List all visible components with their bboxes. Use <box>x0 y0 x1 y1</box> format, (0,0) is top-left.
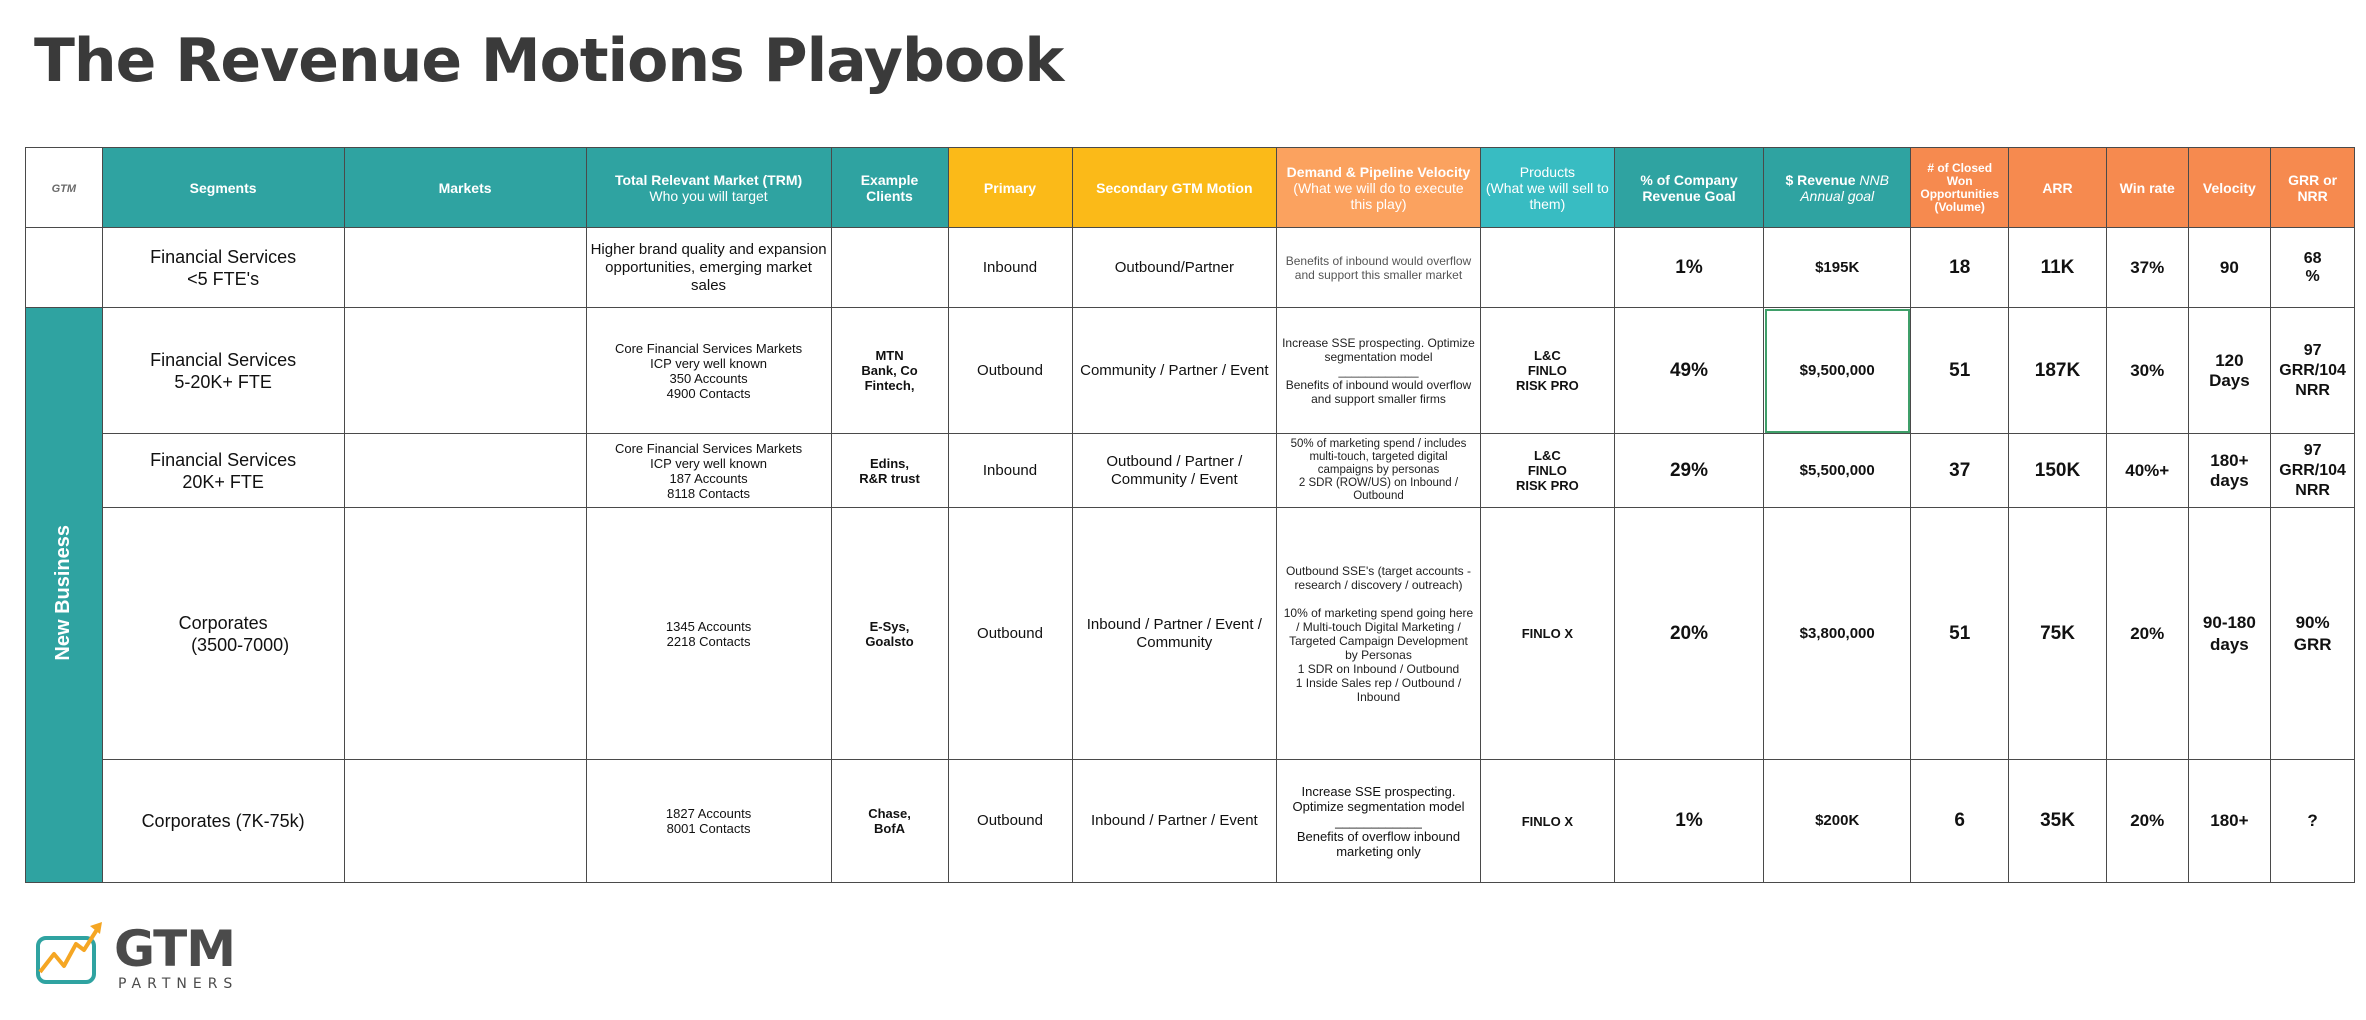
primary-cell: Inbound <box>948 434 1072 508</box>
trm-cell: 1827 Accounts 8001 Contacts <box>586 760 831 883</box>
revenue-cell: $195K <box>1764 228 1911 308</box>
markets-cell <box>344 308 586 434</box>
clients-cell <box>831 228 948 308</box>
header-primary: Primary <box>948 148 1072 228</box>
header-trm <box>586 148 831 228</box>
closed-won-cell: 37 <box>1911 434 2009 508</box>
header-demand <box>1277 148 1481 228</box>
win-rate-cell: 40%+ <box>2106 434 2188 508</box>
table-row <box>26 308 2355 434</box>
segment-cell <box>102 508 344 760</box>
trm-cell: Higher brand quality and expansion opportunities, emerging market sales <box>586 228 831 308</box>
markets-cell <box>344 228 586 308</box>
pct-goal-cell: 1% <box>1614 760 1763 883</box>
arr-cell: 35K <box>2009 760 2107 883</box>
products-cell: L&C FINLO RISK PRO <box>1480 308 1614 434</box>
header-secondary: Secondary GTM Motion <box>1072 148 1277 228</box>
demand-cell: Increase SSE prospecting. Optimize segmentation model ____________ Benefits of inbound would overflow and support smaller firms <box>1277 308 1481 434</box>
demand-cell: Outbound SSE's (target accounts - research / discovery / outreach) 10% of marketing spend going here / Multi-touch Digital Marketing / Targeted Campaign Development by Personas 1 SDR on Inbound / Outbound 1 Inside Sales rep / Outbound / Inbound <box>1277 508 1481 760</box>
revenue-cell: $200K <box>1764 760 1911 883</box>
trm-cell: 1345 Accounts 2218 Contacts <box>586 508 831 760</box>
revenue-cell: $3,800,000 <box>1764 508 1911 760</box>
markets-cell <box>344 508 586 760</box>
clients-cell: MTN Bank, Co Fintech, <box>831 308 948 434</box>
table-row <box>26 760 2355 883</box>
win-rate-cell: 30% <box>2106 308 2188 434</box>
velocity-cell: 120 Days <box>2188 308 2271 434</box>
grr-cell: 68 % <box>2271 228 2355 308</box>
products-cell: FINLO X <box>1480 508 1614 760</box>
brand-subtitle: PARTNERS <box>118 976 239 992</box>
pct-goal-cell: 29% <box>1614 434 1763 508</box>
corner-blank-cell <box>26 228 103 308</box>
primary-cell: Outbound <box>948 508 1072 760</box>
grr-cell: ? <box>2271 760 2355 883</box>
segment-cell: Financial Services 20K+ FTE <box>102 434 344 508</box>
demand-cell: Benefits of inbound would overflow and support this smaller market <box>1277 228 1481 308</box>
header-closed-won: # of Closed Won Opportunities (Volume) <box>1911 148 2009 228</box>
closed-won-cell: 51 <box>1911 308 2009 434</box>
arr-cell: 187K <box>2009 308 2107 434</box>
primary-cell: Inbound <box>948 228 1072 308</box>
segment-cell: Financial Services <5 FTE's <box>102 228 344 308</box>
header-grr: GRR or NRR <box>2271 148 2355 228</box>
clients-cell: Chase, BofA <box>831 760 948 883</box>
header-trm-title: Total Relevant Market (TRM) <box>614 171 803 188</box>
arr-cell: 11K <box>2009 228 2107 308</box>
primary-cell: Outbound <box>948 760 1072 883</box>
pct-goal-cell: 49% <box>1614 308 1763 434</box>
pct-goal-cell: 1% <box>1614 228 1763 308</box>
velocity-cell: 90-180 days <box>2188 508 2271 760</box>
products-cell: FINLO X <box>1480 760 1614 883</box>
closed-won-cell: 18 <box>1911 228 2009 308</box>
header-demand-title: Demand & Pipeline Velocity <box>1286 163 1471 180</box>
corner-logo-cell <box>26 148 103 228</box>
products-cell <box>1480 228 1614 308</box>
page-title: The Revenue Motions Playbook <box>34 26 1064 96</box>
header-products-sub: (What we will sell to them) <box>1485 179 1609 212</box>
closed-won-cell: 51 <box>1911 508 2009 760</box>
revenue-cell: $5,500,000 <box>1764 434 1911 508</box>
win-rate-cell: 37% <box>2106 228 2188 308</box>
secondary-cell: Outbound / Partner / Community / Event <box>1072 434 1277 508</box>
markets-cell <box>344 434 586 508</box>
markets-cell <box>344 760 586 883</box>
secondary-cell: Inbound / Partner / Event <box>1072 760 1277 883</box>
header-demand-sub: (What we will do to execute this play) <box>1293 179 1464 212</box>
mini-logo: GTM <box>51 182 77 195</box>
growth-chart-icon <box>36 920 108 990</box>
header-trm-sub: Who you will target <box>649 187 768 204</box>
clients-cell: Edins, R&R trust <box>831 434 948 508</box>
header-pct-goal: % of Company Revenue Goal <box>1614 148 1763 228</box>
header-revenue-nnb: NNB <box>1859 171 1889 188</box>
table-row <box>26 228 2355 308</box>
secondary-cell: Community / Partner / Event <box>1072 308 1277 434</box>
brand-logo <box>36 918 256 990</box>
header-velocity: Velocity <box>2188 148 2271 228</box>
grr-cell: 90% GRR <box>2271 508 2355 760</box>
group-label: New Business <box>52 524 75 661</box>
header-products-title: Products <box>1519 163 1575 180</box>
arr-cell: 75K <box>2009 508 2107 760</box>
segment-cell: Corporates (7K-75k) <box>102 760 344 883</box>
group-label-cell <box>26 308 103 883</box>
header-markets: Markets <box>344 148 586 228</box>
header-revenue-title: $ Revenue <box>1785 171 1856 188</box>
arr-cell: 150K <box>2009 434 2107 508</box>
grr-cell: 97 GRR/104 NRR <box>2271 308 2355 434</box>
velocity-cell: 180+ days <box>2188 434 2271 508</box>
clients-cell: E-Sys, Goalsto <box>831 508 948 760</box>
header-segments: Segments <box>102 148 344 228</box>
demand-cell: 50% of marketing spend / includes multi-touch, targeted digital campaigns by personas 2 SDR (ROW/US) on Inbound / Outbound <box>1277 434 1481 508</box>
closed-won-cell: 6 <box>1911 760 2009 883</box>
primary-cell: Outbound <box>948 308 1072 434</box>
header-arr: ARR <box>2009 148 2107 228</box>
segment-line2: (3500-7000) <box>191 634 290 655</box>
velocity-cell: 90 <box>2188 228 2271 308</box>
header-revenue-sub: Annual goal <box>1800 187 1875 204</box>
win-rate-cell: 20% <box>2106 508 2188 760</box>
velocity-cell: 180+ <box>2188 760 2271 883</box>
win-rate-cell: 20% <box>2106 760 2188 883</box>
trm-cell: Core Financial Services Markets ICP very well known 350 Accounts 4900 Contacts <box>586 308 831 434</box>
header-products <box>1480 148 1614 228</box>
demand-cell: Increase SSE prospecting. Optimize segmentation model ____________ Benefits of overflow inbound marketing only <box>1277 760 1481 883</box>
brand-name: GTM <box>114 920 236 978</box>
pct-goal-cell: 20% <box>1614 508 1763 760</box>
header-example-clients: Example Clients <box>831 148 948 228</box>
products-cell: L&C FINLO RISK PRO <box>1480 434 1614 508</box>
table-row <box>26 508 2355 760</box>
secondary-cell: Outbound/Partner <box>1072 228 1277 308</box>
playbook-table <box>25 147 2355 883</box>
header-win-rate: Win rate <box>2106 148 2188 228</box>
segment-line1: Corporates <box>178 612 268 633</box>
trm-cell: Core Financial Services Markets ICP very well known 187 Accounts 8118 Contacts <box>586 434 831 508</box>
grr-cell: 97 GRR/104 NRR <box>2271 434 2355 508</box>
table-row <box>26 434 2355 508</box>
secondary-cell: Inbound / Partner / Event / Community <box>1072 508 1277 760</box>
segment-cell: Financial Services 5-20K+ FTE <box>102 308 344 434</box>
header-revenue <box>1764 148 1911 228</box>
revenue-cell[interactable]: $9,500,000 <box>1764 308 1911 434</box>
